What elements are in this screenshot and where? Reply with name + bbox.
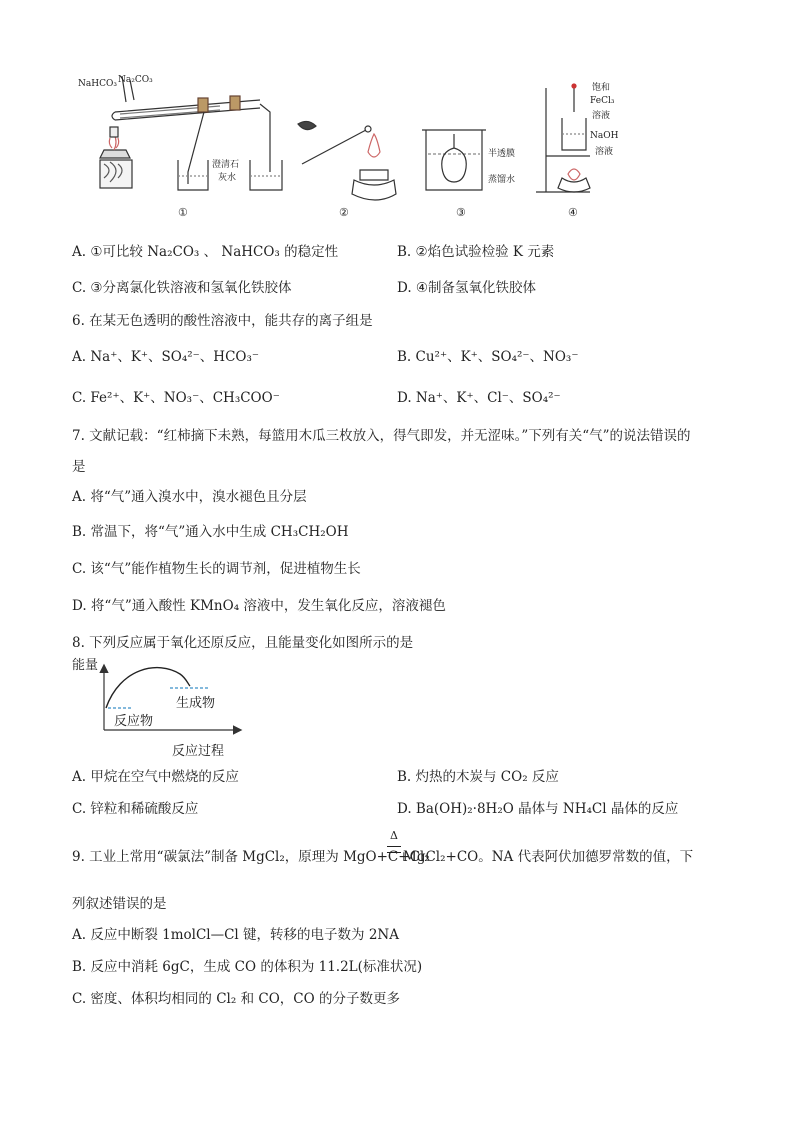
q9-delta-sign: Δ (390, 829, 398, 842)
q7-option-c: C. 该“气”能作植物生长的调节剂，促进植物生长 (72, 561, 361, 577)
figure-number-3: ③ (456, 206, 466, 219)
energy-diagram (72, 652, 252, 760)
graph-reactant-label: 反应物 (114, 714, 154, 729)
q8-option-b: B. 灼热的木炭与 CO₂ 反应 (397, 769, 559, 785)
q9-equal-sign (387, 846, 401, 853)
q8-stem: 8. 下列反应属于氧化还原反应，且能量变化如图所示的是 (72, 635, 414, 651)
q9-option-c: C. 密度、体积均相同的 Cl₂ 和 CO，CO 的分子数更多 (72, 991, 400, 1007)
figure-number-4: ④ (568, 206, 578, 219)
q7-stem-line2: 是 (72, 459, 86, 475)
label-distilled: 蒸馏水 (488, 175, 516, 185)
apparatus-4 (536, 84, 590, 192)
q5-option-b: B. ②焰色试验检验 K 元素 (397, 244, 555, 260)
label-nahco3: NaHCO₃ (78, 79, 117, 89)
q5-option-c: C. ③分离氯化铁溶液和氢氧化铁胶体 (72, 280, 292, 296)
label-limewater-1: 澄清石 (212, 160, 240, 170)
q8-option-c: C. 锌粒和稀硫酸反应 (72, 801, 199, 817)
figure-number-2: ② (339, 206, 349, 219)
q7-option-b: B. 常温下，将“气”通入水中生成 CH₃CH₂OH (72, 524, 349, 540)
q9-stem-line1-part2: MgCl₂+CO。NA 代表阿伏加德罗常数的值，下 (403, 849, 694, 865)
graph-xlabel: 反应过程 (172, 744, 225, 759)
q9-stem-line2: 列叙述错误的是 (72, 896, 167, 912)
q9-option-a: A. 反应中断裂 1molCl—Cl 键，转移的电子数为 2NA (72, 927, 399, 943)
q7-stem-line1: 7. 文献记载：“红柿摘下未熟，每篮用木瓜三枚放入，得气即发，并无涩味。”下列有关“气”的说法错误的 (72, 428, 691, 444)
q7-option-d: D. 将“气”通入酸性 KMnO₄ 溶液中，发生氧化反应，溶液褪色 (72, 598, 446, 614)
label-fecl3-1: 饱和 (592, 83, 611, 93)
apparatus-1 (100, 76, 282, 190)
q5-option-d: D. ④制备氢氧化铁胶体 (397, 280, 537, 296)
q8-option-a: A. 甲烷在空气中燃烧的反应 (72, 769, 239, 785)
label-fecl3-3: 溶液 (592, 111, 611, 121)
q6-stem: 6. 在某无色透明的酸性溶液中，能共存的离子组是 (72, 313, 373, 329)
graph-product-label: 生成物 (176, 696, 216, 711)
q9-option-b: B. 反应中消耗 6gC，生成 CO 的体积为 11.2L(标准状况) (72, 959, 423, 975)
q7-option-a: A. 将“气”通入溴水中，溴水褪色且分层 (72, 489, 307, 505)
label-naoh-1: NaOH (590, 131, 619, 141)
q6-option-b: B. Cu²⁺、K⁺、SO₄²⁻、NO₃⁻ (397, 349, 579, 365)
figure-number-1: ① (178, 206, 188, 219)
apparatus-3 (422, 130, 486, 190)
q5-option-a: A. ①可比较 Na₂CO₃ 、 NaHCO₃ 的稳定性 (72, 244, 339, 260)
label-limewater-2: 灰水 (218, 173, 237, 183)
q9-stem-line1-part1: 9. 工业上常用“碳氯法”制备 MgCl₂，原理为 MgO+C+Cl₂ (72, 849, 430, 865)
q6-option-a: A. Na⁺、K⁺、SO₄²⁻、HCO₃⁻ (72, 349, 260, 365)
q6-option-d: D. Na⁺、K⁺、Cl⁻、SO₄²⁻ (397, 390, 561, 406)
q8-option-d: D. Ba(OH)₂·8H₂O 晶体与 NH₄Cl 晶体的反应 (397, 801, 679, 817)
label-fecl3-2: FeCl₃ (590, 96, 615, 106)
q6-option-c: C. Fe²⁺、K⁺、NO₃⁻、CH₃COO⁻ (72, 390, 280, 406)
label-membrane: 半透膜 (488, 149, 516, 159)
label-naoh-2: 溶液 (595, 147, 614, 157)
label-na2co3: Na₂CO₃ (118, 75, 153, 85)
apparatus-2 (298, 121, 396, 200)
graph-ylabel: 能量 (72, 658, 99, 673)
